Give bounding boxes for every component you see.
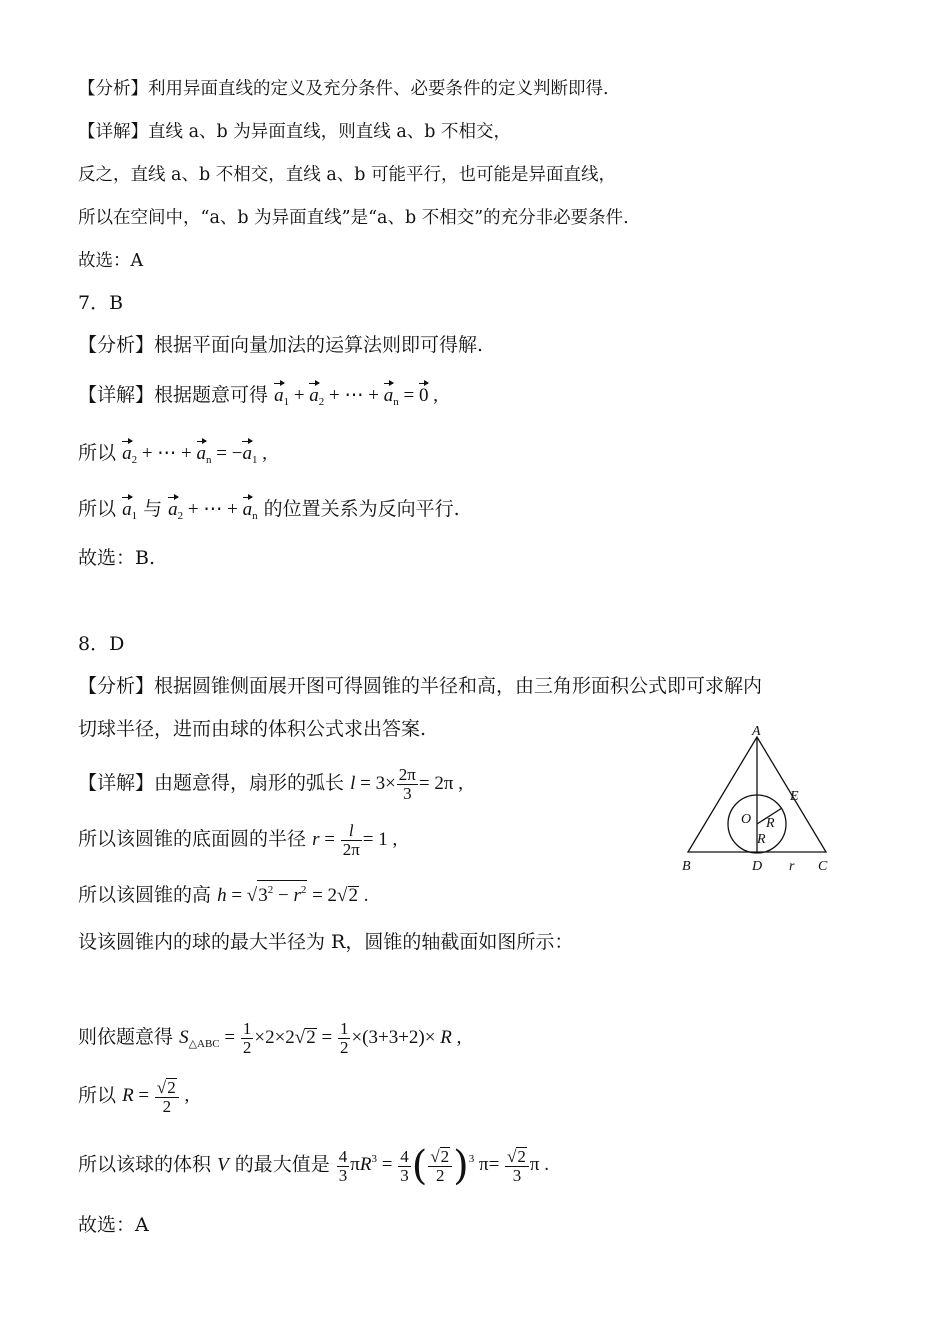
q8-equation-arc: l = 3× $\frac{2\pi}{3}$ = 2π , [350,765,463,803]
label-O: O [741,812,752,827]
label-R-1: R [766,816,775,831]
cone-axial-section-figure [672,726,842,878]
q7-vec-sum: $a_2$ + ⋯ + $a_n$ [168,499,257,520]
q6-analysis: 【分析】利用异面直线的定义及充分条件、必要条件的定义判断即得. [78,79,609,99]
q8-var-V: V [217,1154,229,1176]
q8-answer: 故选：A [78,1214,149,1236]
label-R-2: R [757,832,766,847]
q8-number: 8．D [78,633,125,655]
q8-detail-line-7: 所以该球的体积 V 的最大值是 $\frac{4}{3}$ $\pi R^3$ = $\frac{4}{3}$ ( $\frac{√2}{2}$ )$^3$ π= $\frac{√2}{3}$ π . [78,1143,550,1189]
q8-equation-area: $S_{\triangle ABC}$ = $\frac{1}{2}$ ×2×2√2 = $\frac{1}{2}$ ×(3+3+2)× R , [179,1019,462,1057]
label-E: E [790,789,799,804]
q7-analysis: 【分析】根据平面向量加法的运算法则即可得解. [78,334,484,356]
q8-equation-radius: r = $\frac{l}{2\pi}$ = 1 , [312,821,398,859]
q6-detail-line-1: 【详解】直线 a、b 为异面直线，则直线 a、b 不相交， [78,122,512,142]
q8-equation-height: $h = √3^2 - r^2 = 2√2$ . [217,885,368,906]
q8-analysis-line-2: 切球半径，进而由球的体积公式求出答案. [78,718,427,740]
q8-equation-R: R = $\frac{√2}{2}$ , [122,1078,190,1116]
q8-detail-line-1: 【详解】由题意得，扇形的弧长 l = 3× $\frac{2\pi}{3}$ = 2π , [78,765,463,803]
q7-number: 7．B [78,292,124,314]
q7-equation-2: $a_2$ + ⋯ + $a_n = -a_1$ , [122,443,267,464]
label-A: A [752,726,761,739]
q8-detail-line-4: 设该圆锥内的球的最大半径为 R，圆锥的轴截面如图所示： [78,931,574,953]
q8-analysis-line-1: 【分析】根据圆锥侧面展开图可得圆锥的半径和高，由三角形面积公式即可求解内 [78,675,763,697]
q8-detail-line-6: 所以 R = $\frac{√2}{2}$ , [78,1078,190,1116]
q6-detail-line-3: 所以在空间中，“a、b 为异面直线”是“a、b 不相交”的充分非必要条件. [78,208,629,228]
q8-equation-volume: $\frac{4}{3}$ $\pi R^3$ = $\frac{4}{3}$ ( $\frac{√2}{2}$ )$^3$ π= $\frac{√2}{3}$ π . [338,1143,550,1189]
q8-detail-line-2: 所以该圆锥的底面圆的半径 r = $\frac{l}{2\pi}$ = 1 , [78,821,398,859]
q7-answer: 故选：B. [78,547,156,569]
q7-detail-line-2: 所以 $a_2$ + ⋯ + $a_n = -a_1$ , [78,438,267,472]
label-D: D [752,859,763,874]
label-C: C [818,859,828,874]
q7-detail-line-3: 所以 $a_1$ 与 $a_2$ + ⋯ + $a_n$ 的位置关系为反向平行. [78,494,460,528]
q7-equation-1: $a_1 + a_2$ + ⋯ + $a_n = 0$ , [274,385,438,406]
q6-detail-line-2: 反之，直线 a、b 不相交，直线 a、b 可能平行，也可能是异面直线， [78,165,617,185]
q7-vec-a1: $a_1$ [122,499,137,520]
q8-detail-line-5: 则依题意得 $S_{\triangle ABC}$ = $\frac{1}{2}$ ×2×2√2 = $\frac{1}{2}$ ×(3+3+2)× R , [78,1019,462,1057]
label-B: B [682,859,691,874]
label-r: r [789,859,795,874]
q6-answer: 故选：A [78,251,144,271]
q7-detail-line-1: 【详解】根据题意可得 $a_1 + a_2$ + ⋯ + $a_n = 0$ , [78,380,438,414]
q8-detail-line-3: 所以该圆锥的高 $h = √3^2 - r^2 = 2√2$ . [78,880,369,908]
